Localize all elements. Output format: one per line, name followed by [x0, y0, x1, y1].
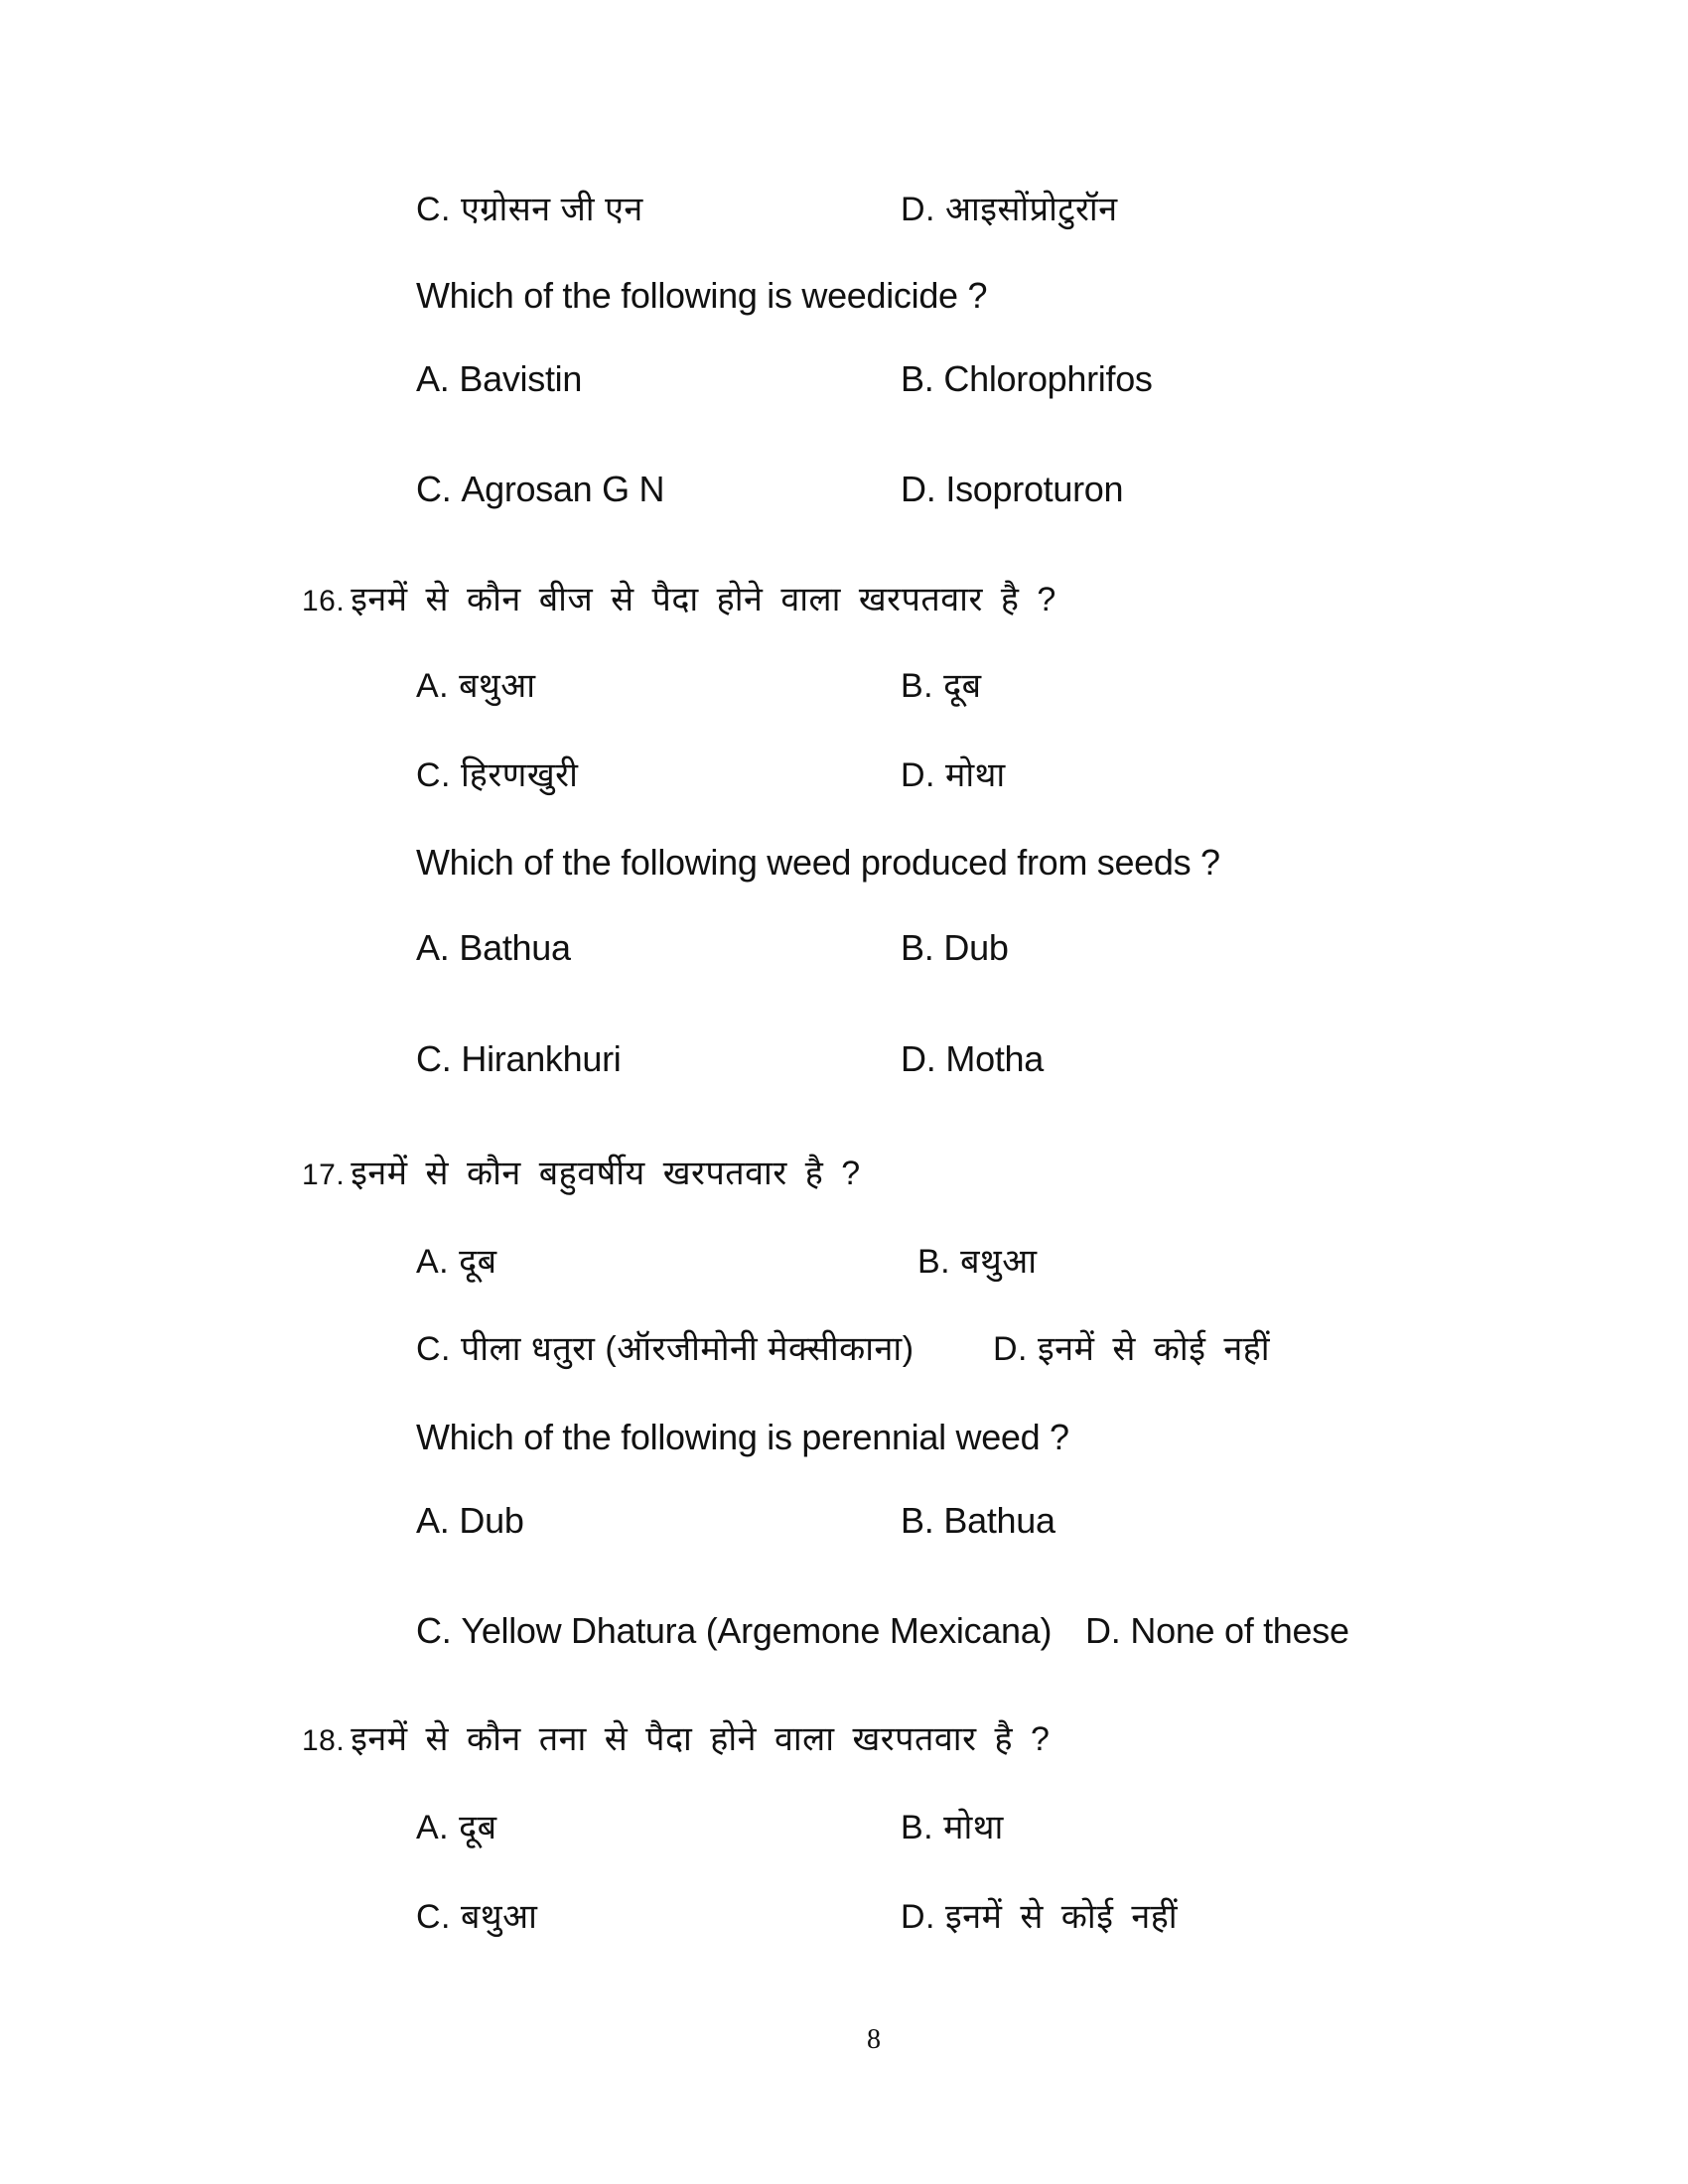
option-text: बथुआ [960, 1243, 1038, 1281]
option-text: Bathua [459, 927, 571, 968]
q15-english-option-d [901, 468, 1123, 511]
question-number: 17. [302, 1159, 346, 1191]
option-text: Bathua [943, 1500, 1055, 1541]
option-text: बथुआ [461, 1898, 538, 1936]
option-text: Yellow Dhatura (Argemone Mexicana) [461, 1610, 1053, 1651]
q15-english-option-a [416, 357, 582, 401]
q15-english-question: Which of the following is weedicide ? [416, 275, 988, 316]
q17-english-option-a [416, 1499, 524, 1543]
q17-english-option-d [1085, 1609, 1349, 1653]
option-text: मोथा [945, 756, 1006, 794]
option-text: Dub [459, 1500, 524, 1541]
option-text: एग्रोसन जी एन [461, 191, 643, 228]
q17-english-option-b [901, 1499, 1055, 1543]
question-text: इनमें से कौन तना से पैदा होने वाला खरपतवार है ? [351, 1720, 1051, 1758]
option-letter: A. [416, 927, 450, 968]
q16-hindi-option-b [901, 664, 982, 708]
option-letter: C. [416, 756, 451, 794]
q17-hindi-option-a [416, 1240, 497, 1284]
option-text: Hirankhuri [461, 1038, 622, 1079]
q16-english-option-b [901, 926, 1009, 970]
option-letter: C. [416, 1038, 452, 1079]
option-text: आइसोंप्रोटुरॉन [945, 191, 1118, 228]
option-letter: D. [901, 191, 935, 228]
option-text: इनमें से कोई नहीं [945, 1898, 1179, 1936]
option-letter: C. [416, 1610, 452, 1651]
q16-english-option-d [901, 1037, 1044, 1081]
option-text: मोथा [943, 1809, 1004, 1846]
q16-english-question: Which of the following weed produced from seeds ? [416, 842, 1220, 883]
option-letter: A. [416, 358, 450, 399]
page-number: 8 [867, 2024, 881, 2055]
q16-english-option-a [416, 926, 571, 970]
option-letter: A. [416, 1500, 450, 1541]
option-letter: C. [416, 469, 452, 509]
option-text: Motha [945, 1038, 1044, 1079]
q15-english-option-b [901, 357, 1153, 401]
option-letter: B. [901, 358, 934, 399]
option-letter: A. [416, 1243, 450, 1281]
q15-hindi-option-d [901, 188, 1118, 231]
question-number: 16. [302, 585, 346, 617]
q18-hindi-question [302, 1717, 1050, 1761]
q17-hindi-question [302, 1152, 861, 1195]
option-letter: B. [901, 1500, 934, 1541]
option-letter: D. [901, 1038, 936, 1079]
q16-hindi-question [302, 578, 1056, 621]
option-letter: D. [901, 756, 935, 794]
option-letter: A. [416, 1809, 450, 1846]
option-text: Isoproturon [945, 469, 1124, 509]
option-text: पीला धतुरा (ऑरजीमोनी मेक्सीकाना) [461, 1330, 914, 1368]
option-letter: D. [901, 1898, 935, 1936]
q16-english-option-c [416, 1037, 621, 1081]
option-letter: B. [901, 1809, 934, 1846]
option-text: इनमें से कोई नहीं [1038, 1330, 1271, 1368]
q17-english-question: Which of the following is perennial weed ? [416, 1417, 1069, 1457]
q17-hindi-option-d [993, 1327, 1270, 1371]
question-text: इनमें से कौन बीज से पैदा होने वाला खरपतवार है ? [351, 581, 1056, 618]
option-text: Chlorophrifos [943, 358, 1153, 399]
q18-hindi-option-a [416, 1806, 497, 1849]
q18-hindi-option-c [416, 1895, 537, 1939]
option-text: None of these [1130, 1610, 1349, 1651]
q16-hindi-option-d [901, 753, 1006, 797]
option-letter: C. [416, 1330, 451, 1368]
q18-hindi-option-d [901, 1895, 1178, 1939]
option-letter: D. [993, 1330, 1028, 1368]
q15-english-option-c [416, 468, 664, 511]
option-text: हिरणखुरी [461, 756, 579, 794]
q18-hindi-option-b [901, 1806, 1004, 1849]
q16-hindi-option-a [416, 664, 536, 708]
option-letter: C. [416, 1898, 451, 1936]
option-text: दूब [943, 667, 982, 705]
option-text: बथुआ [459, 667, 536, 705]
option-text: दूब [459, 1243, 497, 1281]
option-letter: D. [1085, 1610, 1121, 1651]
option-letter: B. [901, 667, 934, 705]
option-letter: C. [416, 191, 451, 228]
q17-hindi-option-b [917, 1240, 1038, 1284]
option-text: दूब [459, 1809, 497, 1846]
option-letter: D. [901, 469, 936, 509]
option-text: Agrosan G N [461, 469, 665, 509]
question-text: इनमें से कौन बहुवर्षीय खरपतवार है ? [351, 1155, 861, 1192]
q17-english-option-c [416, 1609, 1052, 1653]
q15-hindi-option-c [416, 188, 643, 231]
q16-hindi-option-c [416, 753, 578, 797]
q17-hindi-option-c [416, 1327, 914, 1371]
question-number: 18. [302, 1724, 346, 1757]
option-letter: B. [917, 1243, 951, 1281]
option-letter: A. [416, 667, 450, 705]
option-letter: B. [901, 927, 934, 968]
option-text: Dub [943, 927, 1009, 968]
option-text: Bavistin [459, 358, 583, 399]
